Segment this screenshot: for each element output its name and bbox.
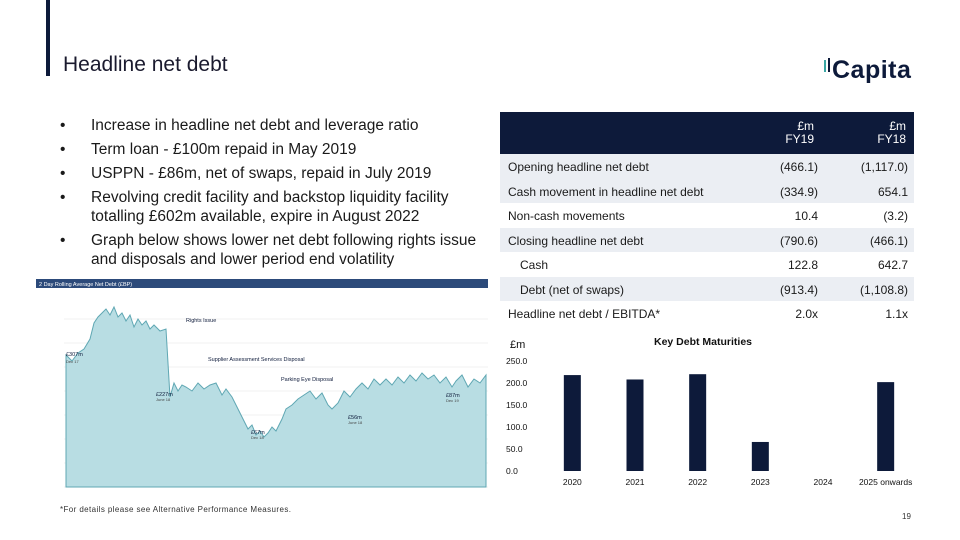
bullet-dot: • — [60, 141, 66, 158]
annotation-227: £227m — [156, 392, 173, 398]
annotation-307-date: Dec 17 — [66, 359, 79, 364]
capita-logo — [822, 56, 918, 88]
bar-2023 — [752, 442, 769, 471]
page-title: Headline net debt — [63, 53, 228, 76]
table-row — [500, 277, 914, 302]
row-value-fy18: (1,108.8) — [859, 282, 908, 297]
bullet-list — [60, 116, 500, 274]
annotation-67: £67m — [251, 430, 265, 436]
table-row — [500, 252, 914, 277]
title-accent-bar — [46, 0, 50, 76]
bullet-text: Increase in headline net debt and leverage ratio — [91, 117, 419, 134]
row-value-fy18: 1.1x — [885, 307, 908, 321]
row-value-fy18: (1,117.0) — [860, 160, 908, 174]
row-label: Cash movement in headline net debt — [508, 184, 704, 199]
table-row — [500, 179, 914, 204]
y-tick-label: 0.0 — [506, 466, 518, 476]
annotation-67-date: Dec 18 — [251, 435, 264, 440]
annotation-87-date: Dec 19 — [446, 398, 459, 403]
x-tick-label: 2020 — [562, 477, 582, 487]
chart-unit-label: £m — [510, 339, 526, 351]
annotation-supplier: Supplier Assessment Services Disposal — [208, 357, 305, 363]
y-tick-label: 250.0 — [506, 356, 528, 366]
bullet-text: Revolving credit facility and backstop liquidity facility totalling £602m available, expire in August 2022 — [91, 189, 449, 225]
annotation-307: £307m — [66, 352, 83, 358]
row-value-fy18: (466.1) — [869, 233, 908, 248]
col-fy18-unit: £m — [889, 119, 906, 133]
x-tick-label: 2025 onwards — [858, 477, 913, 487]
col-fy19-label: FY19 — [785, 132, 814, 146]
row-label: Debt (net of swaps) — [520, 282, 625, 297]
annotation-56-date: June 18 — [348, 420, 363, 425]
bullet-dot: • — [60, 165, 66, 182]
row-label: Cash — [520, 258, 549, 272]
row-value-fy19: (913.4) — [779, 282, 818, 297]
row-value-fy19: (790.6) — [779, 233, 818, 248]
row-label: Headline net debt / EBITDA* — [508, 307, 661, 321]
table-row — [500, 203, 914, 228]
row-label: Non-cash movements — [508, 209, 625, 223]
net-debt-table — [500, 112, 914, 326]
bar-2021 — [627, 379, 644, 471]
logo-mark-2 — [828, 58, 830, 72]
x-tick-label: 2023 — [750, 477, 770, 487]
net-debt-area-chart — [36, 279, 488, 493]
row-value-fy19: 122.8 — [787, 258, 818, 272]
bullet-item — [60, 188, 500, 226]
annotation-227-date: June 18 — [156, 397, 171, 402]
col-fy19-unit: £m — [797, 119, 814, 133]
bar-2022 — [689, 374, 706, 471]
row-value-fy19: (334.9) — [779, 184, 818, 199]
row-value-fy19: 10.4 — [794, 209, 818, 223]
bullet-dot: • — [60, 232, 66, 249]
table-row — [500, 228, 914, 253]
bullet-text: Term loan - £100m repaid in May 2019 — [91, 141, 357, 158]
table-row — [500, 154, 914, 179]
bullet-item — [60, 140, 500, 159]
bullet-dot: • — [60, 189, 66, 206]
row-value-fy18: (3.2) — [883, 209, 908, 223]
table-body — [500, 154, 914, 326]
bullet-item — [60, 231, 500, 269]
annotation-87: £87m — [446, 393, 460, 399]
row-label: Opening headline net debt — [508, 160, 649, 174]
logo-text: Capita — [832, 56, 912, 84]
footnote: *For details please see Alternative Performance Measures. — [60, 505, 292, 514]
row-value-fy18: 654.1 — [877, 184, 908, 199]
row-value-fy18: 642.7 — [877, 258, 908, 272]
annotation-56: £56m — [348, 415, 362, 421]
net-debt-chart-header: 2 Day Rolling Average Net Debt (£BP) — [39, 282, 133, 288]
x-tick-label: 2021 — [625, 477, 645, 487]
bullet-text: Graph below shows lower net debt following rights issue and disposals and lower period end volatility — [91, 232, 477, 268]
logo-mark — [824, 60, 826, 72]
page-number: 19 — [902, 512, 911, 521]
table-header — [500, 112, 914, 154]
y-tick-label: 150.0 — [506, 400, 528, 410]
bar-2025-onwards — [877, 382, 894, 471]
table-row — [500, 301, 914, 326]
bullet-item — [60, 116, 500, 135]
col-fy18-label: FY18 — [877, 132, 906, 146]
bar-2020 — [564, 375, 581, 471]
annotation-rights-issue: Rights Issue — [186, 318, 217, 324]
y-tick-label: 200.0 — [506, 378, 528, 388]
bullet-text: USPPN - £86m, net of swaps, repaid in July 2019 — [91, 165, 432, 182]
x-tick-label: 2022 — [688, 477, 708, 487]
row-label: Closing headline net debt — [508, 233, 644, 248]
row-value-fy19: (466.1) — [779, 160, 818, 174]
annotation-parking-eye: Parking Eye Disposal — [281, 377, 334, 383]
y-tick-label: 100.0 — [506, 422, 528, 432]
row-value-fy19: 2.0x — [795, 307, 818, 321]
key-debt-maturities-chart — [500, 328, 920, 494]
chart-title: Key Debt Maturities — [654, 336, 753, 348]
y-tick-label: 50.0 — [506, 444, 523, 454]
bullet-item — [60, 164, 500, 183]
bullet-dot: • — [60, 117, 66, 134]
x-tick-label: 2024 — [813, 477, 833, 487]
